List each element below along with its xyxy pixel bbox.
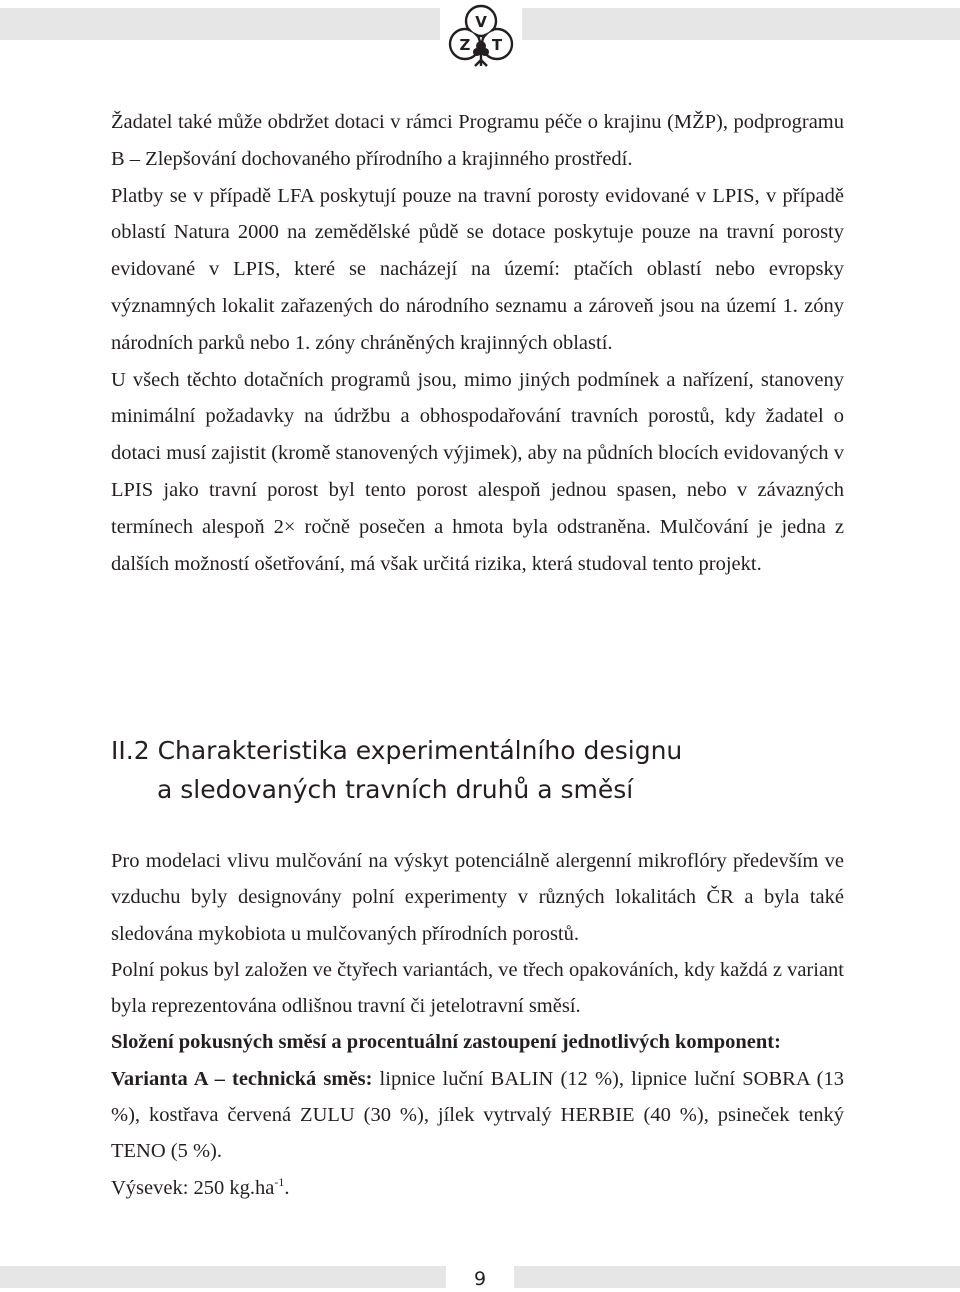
paragraph-lfa-payments: Platby se v případě LFA poskytují pouze na travní porosty evidované v LPIS, v případě oblastí Natura 2000 na zemědělské půdě se dotace poskytuje pouze na travní porosty evidované v LPIS, které se nacházejí na území: ptačích oblastí nebo evropsky významných lokalit zařazených do národního seznamu a zároveň jsou na území 1. zóny národních parků nebo 1. zóny chráněných krajinných oblastí. (111, 184, 844, 354)
body-text-bottom (111, 843, 844, 1206)
paragraph-modelling: Pro modelaci vlivu mulčování na výskyt potenciálně alergenní mikroflóry především ve vzduchu byly designovány polní experimenty v různých lokalitách ČR a byla také sledována mykobiota u mulčovaných přírodních porostů. (111, 850, 844, 945)
paragraph-seeding-rate (111, 1170, 844, 1206)
seeding-rate-exponent: -1 (274, 1174, 285, 1189)
section-title-line2: a sledovaných travních druhů a směsí (157, 775, 634, 804)
variant-a-description: lipnice luční BALIN (12 %), lipnice luční SOBRA (13 %), kostřava červená ZULU (30 %), jílek vytrvalý HERBIE (40 %), psineček tenký TENO (5 %). (111, 1067, 844, 1163)
paragraph-field-trial: Polní pokus byl založen ve čtyřech variantách, ve třech opakováních, kdy každá z variant byla reprezentována odlišnou travní či jetelotravní směsí. (111, 958, 844, 1018)
header-bar-right (522, 8, 960, 40)
page-number: 9 (473, 1268, 487, 1290)
variant-a-label: Varianta A – technická směs: (111, 1067, 373, 1090)
paragraph-variant-a (111, 1061, 844, 1170)
section-title-line1: Charakteristika experimentálního designu (157, 736, 683, 765)
section-heading (111, 731, 871, 809)
footer-bar-right (514, 1266, 960, 1288)
paragraph-subsidy-program: Žadatel také může obdržet dotaci v rámci Programu péče o krajinu (MŽP), podprogramu B – Zlepšování dochovaného přírodního a krajinného prostředí. (111, 111, 844, 170)
section-number: II.2 (111, 736, 150, 765)
clover-logo-icon (441, 0, 521, 72)
composition-heading: Složení pokusných směsí a procentuální zastoupení jednotlivých komponent: (111, 1031, 781, 1054)
footer-bar-left (0, 1266, 446, 1288)
logo-letter-t: T (491, 36, 503, 54)
seeding-rate-text: Výsevek: 250 kg.ha (111, 1176, 275, 1199)
body-text-top (111, 104, 844, 582)
seeding-rate-end: . (284, 1176, 290, 1199)
header-bar-left (0, 8, 440, 40)
logo-letter-z: Z (459, 36, 471, 54)
logo-letter-v: V (475, 13, 487, 31)
paragraph-minimum-requirements: U všech těchto dotačních programů jsou, mimo jiných podmínek a nařízení, stanoveny minimální požadavky na údržbu a obhospodařování travních porostů, kdy žadatel o dotaci musí zajistit (kromě stanovených výjimek), aby na půdních blocích evidovaných v LPIS jako travní porost byl tento porost alespoň jednou spasen, nebo v závazných termínech alespoň 2× ročně posečen a hmota byla odstraněna. Mulčování je jedna z dalších možností ošetřování, má však určitá rizika, která studoval tento projekt. (111, 368, 844, 575)
